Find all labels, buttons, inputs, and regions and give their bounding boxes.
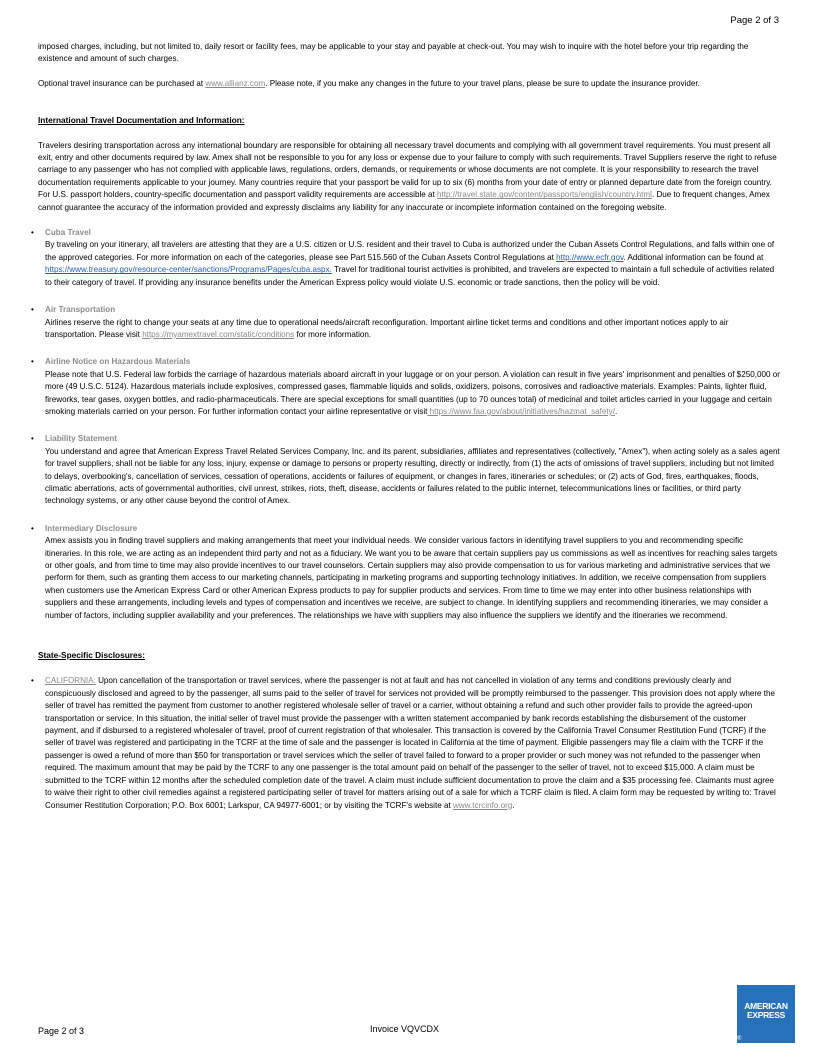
page-number-top: Page 2 of 3 bbox=[730, 15, 779, 26]
intermediary-paragraph: Amex assists you in finding travel suppliers and making arrangements that meet your individual needs. We consider various factors in identifying travel suppliers to you and recommending specific itineraries. In this role, we are acting as an independent third party and not as a fiduciary. We want you to be aware that certain suppliers pay us commissions as well as incentives for reaching sales targets or other goals, and from time to time may also provide incentives to our travel counselors. Certain suppliers may also provide compensation to us for various marketing and administrative services that we perform for them, such as granting them access to our marketing channels, participating in marketing programs and supporting technology initiatives. In addition, we receive compensation from suppliers when customers use the American Express Card or other American Express products to pay for supplier products and services. From time to time we may enter into other business relationships with suppliers and these arrangements, including levels and types of compensation and incentives we receive, are subject to change. In identifying suppliers and recommending itineraries, we may consider a number of factors, including supplier availability and your preferences. The relationships we have with suppliers may also influence the suppliers we identify and the itineraries we recommend. bbox=[45, 536, 778, 620]
intermediary-section bbox=[31, 523, 780, 622]
hazmat-text-end: . bbox=[614, 406, 618, 416]
ecfr-link[interactable]: http://www.ecfr.gov bbox=[556, 252, 624, 262]
cuba-text-1: By traveling on your itinerary, all travelers are attesting that they are a U.S. citizen or U.S. resident and their travel to Cuba is authorized under the Cuban Assets Control Regulations, and falls within one of the approved categories. For more information on each of the categories, please see Part 515.560 of the Cuban Assets Control Regulations at bbox=[45, 240, 775, 262]
hazmat-paragraph bbox=[45, 369, 780, 419]
hazmat-text: Please note that U.S. Federal law forbids the carriage of hazardous materials aboard aircraft in your luggage or on your person. A violation can result in five years' imprisonment and penalties of $250,000 or more (49 U.S.C. 5124). Hazardous materials include explosives, compressed gases, flammable liquids and solids, oxidizers, poisons, corrosives and radioactive materials. Examples: Paints, lighter fluid, fireworks, tear gases, oxygen bottles, and radio-pharmaceuticals. There are special exceptions for small quantities (up to 70 ounces total) of medicinal and toilet articles carried in your luggage and certain smoking materials carried on your person. For further information contact your airline representative or visit bbox=[45, 369, 780, 416]
registered-mark: ® bbox=[737, 1036, 742, 1042]
insurance-text: Optional travel insurance can be purchased at bbox=[38, 78, 206, 88]
california-paragraph bbox=[45, 675, 780, 811]
air-text: Airlines reserve the right to change your seats at any time due to operational needs/aircraft reconfiguration. Important airline ticket terms and conditions and other important notices apply to air transportation. Please visit bbox=[45, 317, 729, 339]
amex-logo bbox=[737, 985, 795, 1043]
cuba-travel-title: Cuba Travel bbox=[45, 228, 91, 238]
myamextravel-link[interactable]: https://myamextravel.com/static/conditions bbox=[142, 329, 295, 339]
air-text-end: for more information. bbox=[294, 329, 372, 339]
liability-section bbox=[31, 433, 780, 507]
bullet: • bbox=[31, 357, 34, 367]
hazmat-section bbox=[31, 356, 780, 418]
insurance-paragraph bbox=[38, 78, 780, 90]
bullet: • bbox=[31, 228, 34, 238]
california-section bbox=[31, 675, 780, 811]
intermediary-title: Intermediary Disclosure bbox=[45, 523, 138, 533]
resort-fees-text: imposed charges, including, but not limited to, daily resort or facility fees, may be applicable to your stay and payable at check-out. You may wish to inquire with the hotel before your trip regarding the existence and amount of such charges. bbox=[38, 42, 749, 64]
cuba-travel-paragraph bbox=[45, 239, 780, 289]
cuba-text-2: . Additional information can be found at bbox=[623, 252, 764, 262]
liability-title: Liability Statement bbox=[45, 434, 117, 444]
cuba-travel-section bbox=[31, 227, 780, 289]
bullet: • bbox=[31, 676, 34, 686]
california-text-end: . bbox=[512, 800, 515, 810]
amex-logo-text bbox=[737, 1002, 795, 1020]
california-text: Upon cancellation of the transportation or travel services, where the passenger is not at fault and has not cancelled in violation of any terms and conditions previously clearly and conspicuously disclosed and agreed to by the passenger, all sums paid to the seller of travel for services not provided will be promptly reimbursed to the passenger. This provision does not apply where the seller of travel has remitted the payment from customer to another registered wholesale seller of travel or a carrier, without obtaining a refund and such other provider fails to provide the agreed-upon transportation or service. In this situation, the initial seller of travel must provide the passenger with a written statement accompanied by bank records establishing the disbursement of the customer payment, and if disbursed to a registered wholesaler of travel, proof of current registration of that wholesaler. This transaction is covered by the California Travel Consumer Restitution Fund (TCRF) if the seller of travel was registered and participating in the TCRF at the time of sale and the passenger is located in California at the time of payment. Eligible passengers may file a claim with the TCRF if the passenger is owed a refund of more than $50 for transportation or travel services which the seller of travel failed to forward to a proper provider or such money was not refunded to the passenger when required. The maximum amount that may be paid by the TCRF to any one passenger is the total amount paid on behalf of the passenger to the seller of travel, not to exceed $15,000. A claim must be submitted to the TCRF within 12 months after the scheduled completion date of the travel. A claim must include sufficient documentation to prove the claim and a $35 processing fee. Claimants must agree to waive their right to other civil remedies against a registered participating seller of travel for matters arising out of a sale for which a TCRF claim is filed. A claim form may be requested by writing to: Travel Consumer Restitution Corporation; P.O. Box 6001; Larkspur, CA 94977-6001; or by visiting the TCRF's website at bbox=[45, 676, 776, 810]
amex-logo-line2: EXPRESS bbox=[746, 1010, 786, 1020]
bullet: • bbox=[31, 523, 34, 533]
bullet: • bbox=[31, 305, 34, 315]
intl-travel-text: Travelers desiring transportation across any international boundary are responsible for obtaining all necessary travel documents and complying with all government travel requirements. You must present all exit, entry and other documents required by law. Amex shall not be responsible to you for any loss or expense due to your failure to comply with such requirements. Travel Suppliers reserve the right to refuse carriage to any passenger who has not complied with applicable laws, regulations, orders, demands, or requirements or whose documents are not complete. It is your responsibility to research the travel documentation requirements applicable to your journey. Many countries require that your passport be valid for up to six (6) months from your date of entry or planned departure date from the foreign country. For U.S. passport holders, country-specific documentation and passport validity requirements are accessible at bbox=[38, 140, 777, 200]
state-disclosures-heading: State-Specific Disclosures: bbox=[38, 650, 145, 661]
bullet: • bbox=[31, 434, 34, 444]
resort-fees-paragraph bbox=[38, 41, 780, 66]
california-label[interactable]: CALIFORNIA: bbox=[45, 676, 96, 686]
hazmat-title: Airline Notice on Hazardous Materials bbox=[45, 357, 191, 367]
cuba-text-3: Travel for traditional tourist activities is prohibited, and travelers are expected to maintain a full schedule of activities related to their category of travel. If providing any insurance benefits under the American Express policy would violate U.S. economic or trade sanctions, then the policy will be void. bbox=[45, 265, 775, 287]
travel-state-link[interactable]: http://travel.state.gov/content/passports/english/country.html bbox=[437, 190, 652, 200]
liability-paragraph: You understand and agree that American Express Travel Related Services Company, Inc. and its parent, subsidiaries, affiliates and representatives (collectively, "Amex"), when acting solely as a sales agent for travel suppliers, shall not be liable for any loss, injury, expense or damage to persons or property resulting, directly or indirectly, from (1) the acts of omissions of travel suppliers, including but not limited to delays, overbooking's, cancellation of services, cessation of operations, accidents or failures of equipment, or changes in fares, itineraries or schedules; or (2) acts of God, fires, earthquakes, floods, climatic aberrations, acts of governmental authorities, civil unrest, strikes, riots, theft, disease, accidents or failures related to the public internet, telecommunications lines or facilities, or third party technology systems, or any other cause beyond the control of Amex. bbox=[45, 446, 780, 506]
invoice-number: Invoice VQVCDX bbox=[370, 1024, 440, 1034]
tcrf-link[interactable]: www.tcrcinfo.org bbox=[452, 800, 513, 810]
air-transportation-paragraph bbox=[45, 317, 780, 342]
intl-travel-text-end: . Due to frequent changes, Amex cannot guarantee the accuracy of the information provided and expressly disclaims any liability for any inaccurate or incomplete information contained on the foregoing website. bbox=[38, 190, 770, 212]
faa-link[interactable]: https://www.faa.gov/about/initiatives/hazmat_safety/ bbox=[427, 406, 615, 416]
insurance-text-end: . Please note, if you make any changes in the future to your travel plans, please be sure to update the insurance provider. bbox=[265, 78, 700, 88]
allianz-link[interactable]: www.allianz.com bbox=[205, 78, 266, 88]
amex-logo-line1: AMERICAN bbox=[744, 1001, 788, 1011]
intl-travel-heading: International Travel Documentation and Information: bbox=[38, 115, 245, 126]
footer-page-number: Page 2 of 3 bbox=[38, 1026, 85, 1036]
treasury-link[interactable]: https://www.treasury.gov/resource-center/sanctions/Programs/Pages/cuba.aspx. bbox=[45, 265, 332, 275]
air-transportation-title: Air Transportation bbox=[45, 305, 116, 315]
terms-content bbox=[31, 41, 780, 812]
intl-travel-paragraph bbox=[38, 140, 780, 214]
air-transportation-section bbox=[31, 304, 780, 341]
